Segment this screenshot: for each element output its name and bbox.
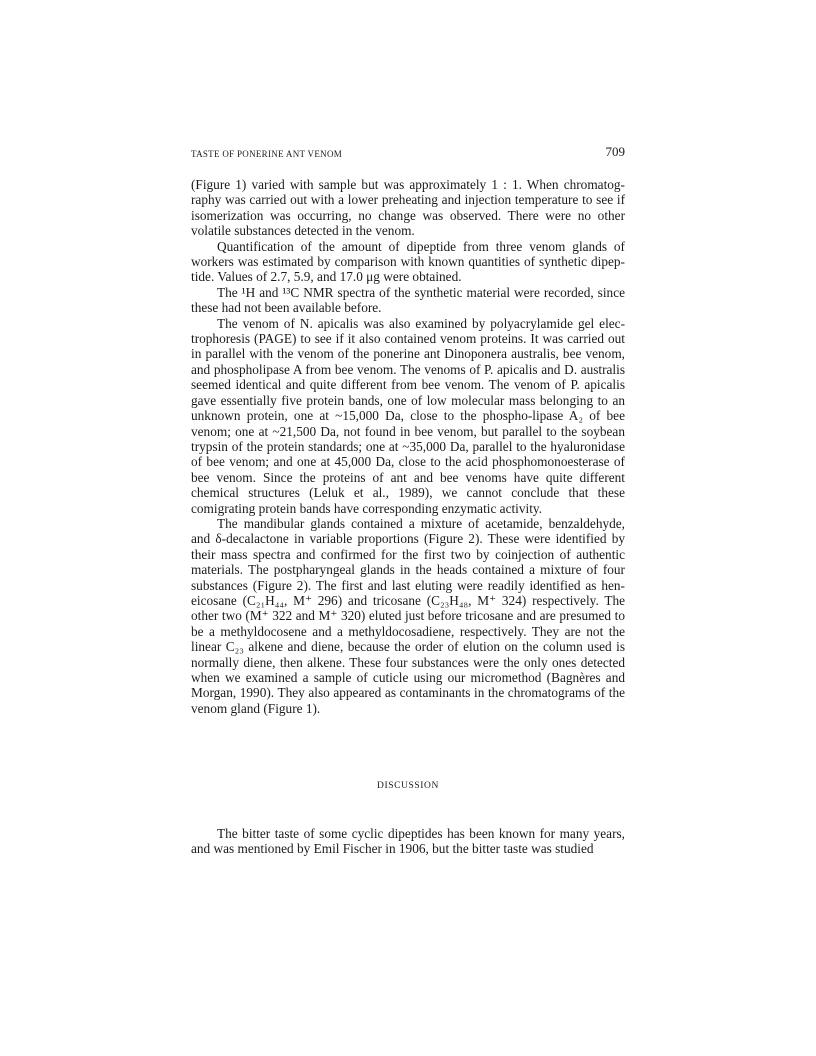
section-heading: DISCUSSION xyxy=(377,781,439,791)
paragraph: The mandibular glands contained a mixture of acetamide, benzaldehyde, and δ-decalactone in variable proportions (Figure 2). These were identified by their mass spectra and confirmed for the first two by coinjection of authentic materials. The postpharyngeal glands in the heads contained a mixture of four substances (Figure 2). The first and last eluting were readily identified as hen-eicosane (C₂₁H₄₄, M⁺ 296) and tricosane (C₂₃H₄₈, M⁺ 324) respectively. The other two (M⁺ 322 and M⁺ 320) eluted just before tricosane and are presumed to be a methyldocosene and a methyldocosadiene, respectively. They are not the linear C₂₃ alkene and diene, because the order of elution on the column used is normally diene, then alkene. These four substances were the only ones detected when we examined a sample of cuticle using our micromethod (Bagnères and Morgan, 1990). They also appeared as contaminants in the chromatograms of the venom gland (Figure 1). xyxy=(191,515,625,716)
paragraph: The bitter taste of some cyclic dipeptides has been known for many years, and was mentioned by Emil Fischer in 1906, but the bitter taste was studied xyxy=(191,826,625,857)
page-number: 709 xyxy=(605,144,625,159)
paragraph: (Figure 1) varied with sample but was approximately 1 : 1. When chromatog-raphy was carried out with a lower preheating and injection temperature to see if isomerization was occurring, no change was observed. There were no other volatile substances detected in the venom. xyxy=(191,177,625,239)
running-title: TASTE OF PONERINE ANT VENOM xyxy=(191,149,343,159)
paragraph: The venom of N. apicalis was also examined by polyacrylamide gel elec-trophoresis (PAGE) to see if it also contained venom proteins. It was carried out in parallel with the venom of the ponerine ant Dinoponera australis, bee venom, and phospholipase A from bee venom. The venoms of P. apicalis and D. australis seemed identical and quite different from bee venom. The venom of P. apicalis gave essentially five protein bands, one of low molecular mass belonging to an unknown protein, one at ~15,000 Da, close to the phospho-lipase A₂ of bee venom; one at ~21,500 Da, not found in bee venom, but parallel to the soybean trypsin of the protein standards; one at ~35,000 Da, parallel to the hyaluronidase of bee venom; and one at 45,000 Da, close to the acid phosphomonoesterase of bee venom. Since the proteins of ant and bee venoms have quite different chemical structures (Leluk et al., 1989), we cannot conclude that these comigrating protein bands have corresponding enzymatic activity. xyxy=(191,315,625,516)
running-head xyxy=(191,144,625,161)
discussion-text xyxy=(191,826,625,857)
paragraph: The ¹H and ¹³C NMR spectra of the synthetic material were recorded, since these had not been available before. xyxy=(191,284,625,316)
document-page xyxy=(191,0,625,1056)
results-text xyxy=(191,177,625,716)
paragraph: Quantification of the amount of dipeptide from three venom glands of workers was estimated by comparison with known quantities of synthetic dipep-tide. Values of 2.7, 5.9, and 17.0 μg were obtained. xyxy=(191,238,625,285)
